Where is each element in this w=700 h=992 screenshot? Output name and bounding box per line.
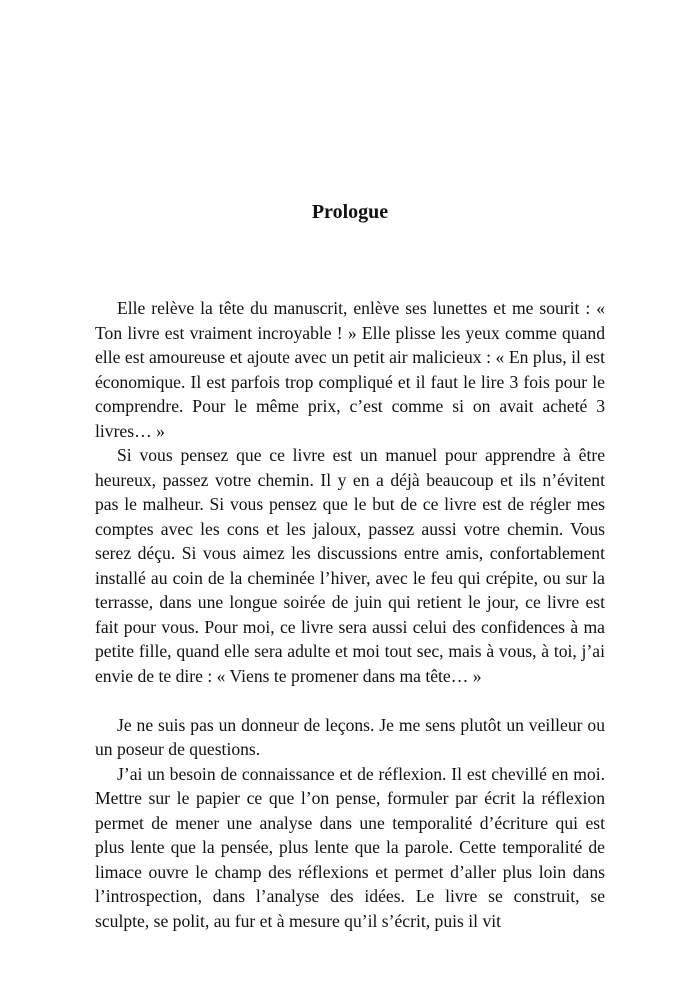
chapter-title: Prologue	[311, 201, 389, 223]
chapter-body	[95, 296, 605, 933]
paragraph: Elle relève la tête du manuscrit, enlève ses lunettes et me sourit : « Ton livre est vraiment incroyable ! » Elle plisse les yeux comme quand elle est amoureuse et ajoute avec un petit air malicieux : « En plus, il est économique. Il est parfois trop compliqué et il faut le lire 3 fois pour le comprendre. Pour le même prix, c’est comme si on avait acheté 3 livres… »	[95, 298, 605, 441]
paragraph: Si vous pensez que ce livre est un manuel pour apprendre à être heureux, passez votre chemin. Il y en a déjà beaucoup et ils n’évitent pas le malheur. Si vous pensez que le but de ce livre est de régler mes comptes avec les cons et les jaloux, passez aussi votre chemin. Vous serez déçu. Si vous aimez les discussions entre amis, confortablement installé au coin de la cheminée l’hiver, avec le feu qui crépite, ou sur la terrasse, dans une longue soirée de juin qui retient le jour, ce livre est fait pour vous. Pour moi, ce livre sera aussi celui des confidences à ma petite fille, quand elle sera adulte et moi tout sec, mais à vous, à toi, j’ai envie de te dire : « Viens te promener dans ma tête… »	[95, 445, 605, 686]
paragraph: J’ai un besoin de connaissance et de réflexion. Il est chevillé en moi. Mettre sur le papier ce que l’on pense, formuler par écrit la réflexion permet de mener une analyse dans une temporalité d’écriture qui est plus lente que la pensée, plus lente que la parole. Cette temporalité de limace ouvre le champ des réflexions et permet d’aller plus loin dans l’introspection, dans l’analyse des idées. Le livre se construit, se sculpte, se polit, au fur et à mesure qu’il s’écrit, puis il vit	[95, 763, 605, 931]
paragraph: Je ne suis pas un donneur de leçons. Je me sens plutôt un veilleur ou un poseur de questions.	[95, 714, 605, 759]
